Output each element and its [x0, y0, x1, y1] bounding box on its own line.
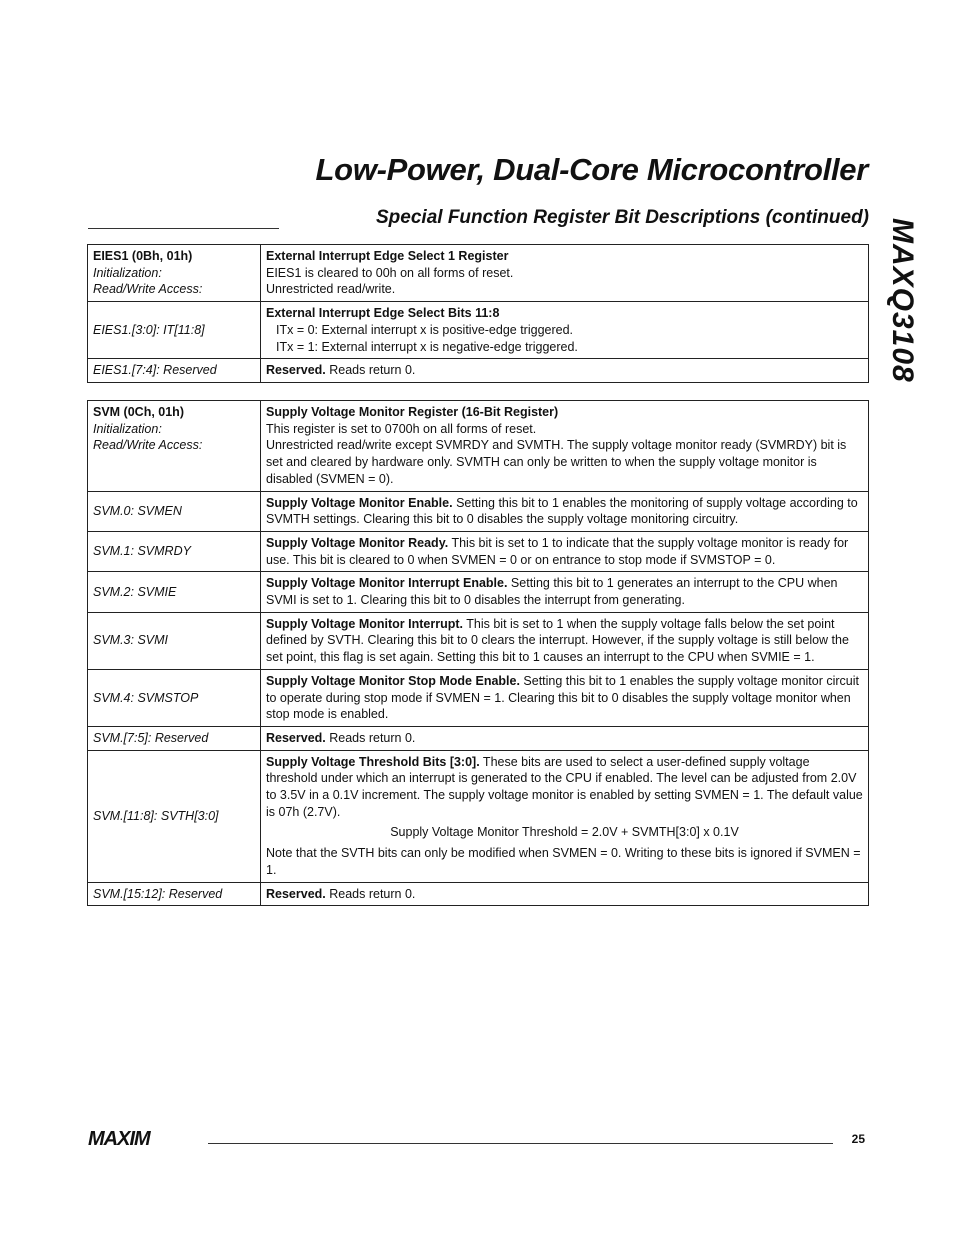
table-row [88, 572, 869, 612]
bit-desc-cell [261, 669, 869, 726]
bit-desc-cell [261, 531, 869, 571]
bit-desc-line: ITx = 1: External interrupt x is negative-edge triggered. [276, 339, 578, 354]
register-info-cell [88, 401, 261, 492]
table-row [88, 612, 869, 669]
page-number: 25 [851, 1132, 865, 1146]
init-label: Initialization: [93, 421, 162, 436]
bit-desc-bold: Supply Voltage Monitor Interrupt Enable. [266, 576, 508, 591]
table-row [88, 359, 869, 383]
bit-field-cell: SVM.3: SVMI [88, 612, 261, 669]
bit-field-cell: EIES1.[7:4]: Reserved [88, 359, 261, 383]
bit-desc-text: This bit is set to 1 when the supply voltage falls below the set point defined by SVTH. Clearing this bit to 0 clears the interrupt. However, if the supply voltage is still below the set point, this flag is set again. Setting this bit to 1 causes an interrupt to the CPU when SVMIE = 1. [266, 616, 849, 665]
register-name: SVM (0Ch, 01h) [93, 405, 184, 419]
register-info-cell [88, 245, 261, 302]
register-name: EIES1 (0Bh, 01h) [93, 249, 193, 263]
bit-desc-bold: Supply Voltage Monitor Interrupt. [266, 616, 463, 631]
rw-text: Unrestricted read/write except SVMRDY and SVMTH. The supply voltage monitor ready (SVMRDY) bit is set and cleared by hardware only. SVMTH can only be written to when the supply voltage monitor is disabled (SVMEN = 0). [266, 438, 847, 486]
section-rule [88, 228, 279, 229]
bit-desc-bold: Reserved. [266, 730, 326, 745]
bit-desc-bold: Supply Voltage Monitor Stop Mode Enable. [266, 673, 520, 688]
bit-desc-bold: Reserved. [266, 363, 326, 378]
bit-field-cell: SVM.[7:5]: Reserved [88, 726, 261, 750]
register-desc-title: External Interrupt Edge Select 1 Register [266, 249, 509, 263]
bit-desc-cell [261, 612, 869, 669]
bit-desc-text: Setting this bit to 1 enables the monitoring of supply voltage according to SVMTH settings. Clearing this bit to 0 disables the supply voltage monitoring circuitry. [266, 495, 858, 527]
bit-desc-text: These bits are used to select a user-defined supply voltage threshold under which an interrupt is generated to the CPU if enabled. The level can be adjusted from 2.0V to 3.5V in a 0.1V increment. The supply voltage monitor is enabled by setting SVMEN = 1. The default value is 07h (2.7V). [266, 754, 863, 819]
page-footer [88, 1128, 868, 1148]
bit-field-cell: SVM.1: SVMRDY [88, 531, 261, 571]
table-row [88, 669, 869, 726]
page-title: Low-Power, Dual-Core Microcontroller [315, 152, 868, 187]
bit-desc-cell [261, 572, 869, 612]
section-title: Special Function Register Bit Descriptions (continued) [376, 207, 869, 228]
table-row [88, 531, 869, 571]
bit-desc-text: Reads return 0. [325, 730, 416, 745]
bit-desc-cell [261, 359, 869, 383]
bit-desc-text: Setting this bit to 1 generates an interrupt to the CPU when SVMI is set to 1. Clearing this bit to 0 disables the interrupt from generating. [266, 576, 838, 608]
maxim-logo: MAXIM [88, 1128, 150, 1150]
bit-desc-bold: External Interrupt Edge Select Bits 11:8 [266, 306, 500, 321]
bit-desc-text: Setting this bit to 1 enables the supply voltage monitor circuit to operate during stop mode if SVMEN = 1. Clearing this bit to 0 disables the supply voltage monitor when stop mode is enabled. [266, 673, 860, 722]
eies1-register-table [87, 244, 869, 383]
register-desc-cell [261, 401, 869, 492]
table-row [88, 302, 869, 359]
bit-desc-bold: Supply Voltage Monitor Ready. [266, 535, 449, 550]
bit-desc-bold: Supply Voltage Monitor Enable. [266, 495, 453, 510]
rw-label: Read/Write Access: [93, 438, 203, 453]
bit-field-cell: SVM.2: SVMIE [88, 572, 261, 612]
part-number-sidebar: MAXQ3108 [886, 218, 919, 383]
bit-desc-cell [261, 302, 869, 359]
table-row [88, 750, 869, 882]
svm-register-table [87, 400, 869, 906]
threshold-formula: Supply Voltage Monitor Threshold = 2.0V + SVMTH[3:0] x 0.1V [390, 825, 739, 840]
bit-field-cell: EIES1.[3:0]: IT[11:8] [88, 302, 261, 359]
init-text: This register is set to 0700h on all forms of reset. [266, 421, 537, 436]
bit-desc-cell [261, 726, 869, 750]
register-desc-title: Supply Voltage Monitor Register (16-Bit Register) [266, 405, 559, 419]
footer-rule [208, 1143, 833, 1144]
register-desc-cell [261, 245, 869, 302]
bit-desc-text: This bit is set to 1 to indicate that the supply voltage monitor is ready for use. This bit is cleared to 0 when SVMEN = 0 or on entrance to stop mode if SVMSTOP = 0. [266, 535, 849, 567]
bit-desc-cell [261, 750, 869, 882]
table-row [88, 245, 869, 302]
table-row [88, 726, 869, 750]
bit-desc-text: Reads return 0. [325, 886, 416, 901]
bit-field-cell: SVM.[15:12]: Reserved [88, 882, 261, 906]
bit-desc-bold: Reserved. [266, 886, 326, 901]
rw-text: Unrestricted read/write. [266, 282, 396, 297]
rw-label: Read/Write Access: [93, 282, 203, 297]
bit-field-cell: SVM.[11:8]: SVTH[3:0] [88, 750, 261, 882]
bit-desc-cell [261, 491, 869, 531]
table-row [88, 401, 869, 492]
bit-desc-cell [261, 882, 869, 906]
bit-desc-text: Reads return 0. [325, 363, 416, 378]
bit-desc-bold: Supply Voltage Threshold Bits [3:0]. [266, 754, 480, 769]
init-text: EIES1 is cleared to 00h on all forms of reset. [266, 265, 514, 280]
section-heading [88, 207, 869, 231]
bit-field-cell: SVM.4: SVMSTOP [88, 669, 261, 726]
table-row [88, 882, 869, 906]
threshold-note: Note that the SVTH bits can only be modified when SVMEN = 0. Writing to these bits is ignored if SVMEN = 1. [266, 846, 861, 877]
bit-desc-line: ITx = 0: External interrupt x is positive-edge triggered. [276, 322, 574, 337]
bit-field-cell: SVM.0: SVMEN [88, 491, 261, 531]
init-label: Initialization: [93, 265, 162, 280]
table-row [88, 491, 869, 531]
